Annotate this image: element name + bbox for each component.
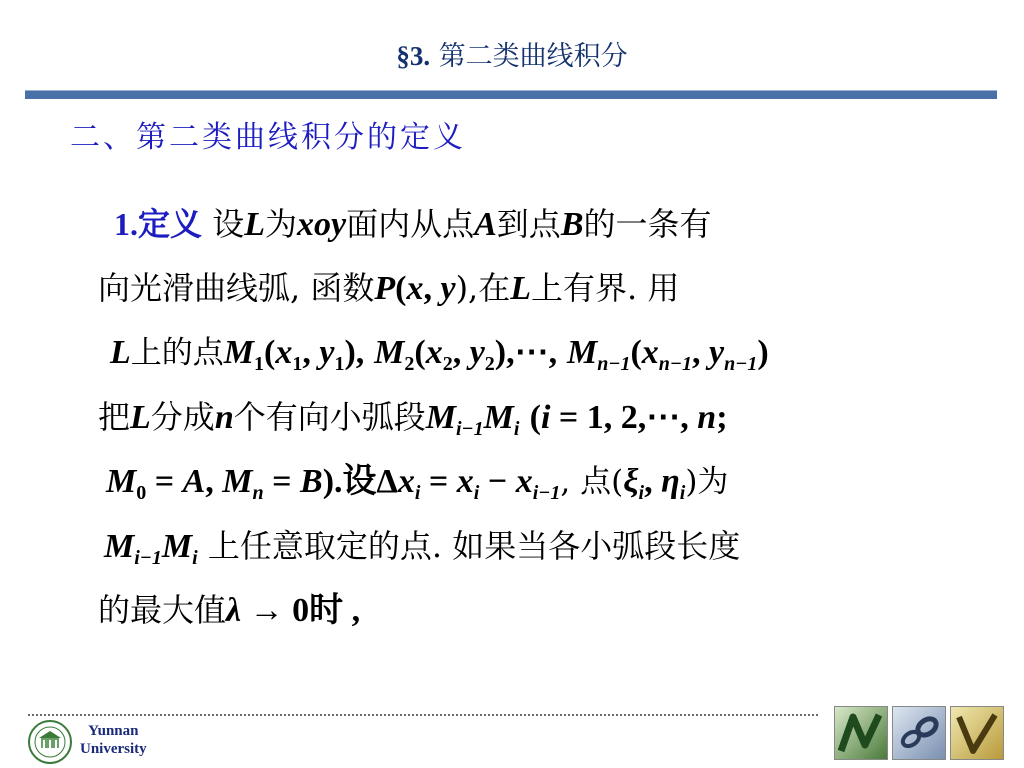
definition-line-7: 的最大值λ → 0时 , — [98, 591, 361, 629]
university-name: Yunnan University — [80, 723, 147, 757]
definition-line-1: 1.定义 设L为xoy面内从点A到点B的一条有 — [114, 205, 712, 243]
decorative-thumbnail-2-icon — [892, 706, 946, 760]
university-logo-icon — [24, 718, 76, 766]
section-title: 第二类曲线积分 — [438, 41, 628, 72]
title-divider-bar — [25, 90, 997, 99]
definition-line-6: $M_{i-1}M_i$ 上任意取定的点. 如果当各小弧段长度 — [104, 527, 741, 569]
footer-divider — [28, 714, 818, 716]
page-title — [0, 34, 1024, 73]
definition-line-2: 向光滑曲线弧, 函数P(x, y),在L上有界. 用 — [98, 269, 680, 307]
definition-line-4: 把L分成n个有向小弧段$M_{i-1}M_i$ (i = 1, 2,⋯, n; — [98, 398, 728, 440]
decorative-thumbnail-3-icon — [950, 706, 1004, 760]
subsection-heading: 二、第二类曲线积分的定义 — [70, 120, 466, 155]
definition-line-5: $M_0 = A$, $M_n = B$).设$\Delta x_i = x_i - x_{i-1}$, 点($\xi_i$, $\eta_i$)为 — [106, 463, 729, 504]
decorative-thumbnail-1-icon — [834, 706, 888, 760]
definition-line-3: L上的点$M_1(x_1$, $y_1$), $M_2(x_2$, $y_2),\cdots$, $M_{n-1}(x_{n-1}$, $y_{n-1}$) — [110, 334, 769, 375]
definition-label: 1.定义 — [114, 206, 203, 242]
section-number: §3. — [396, 41, 431, 71]
